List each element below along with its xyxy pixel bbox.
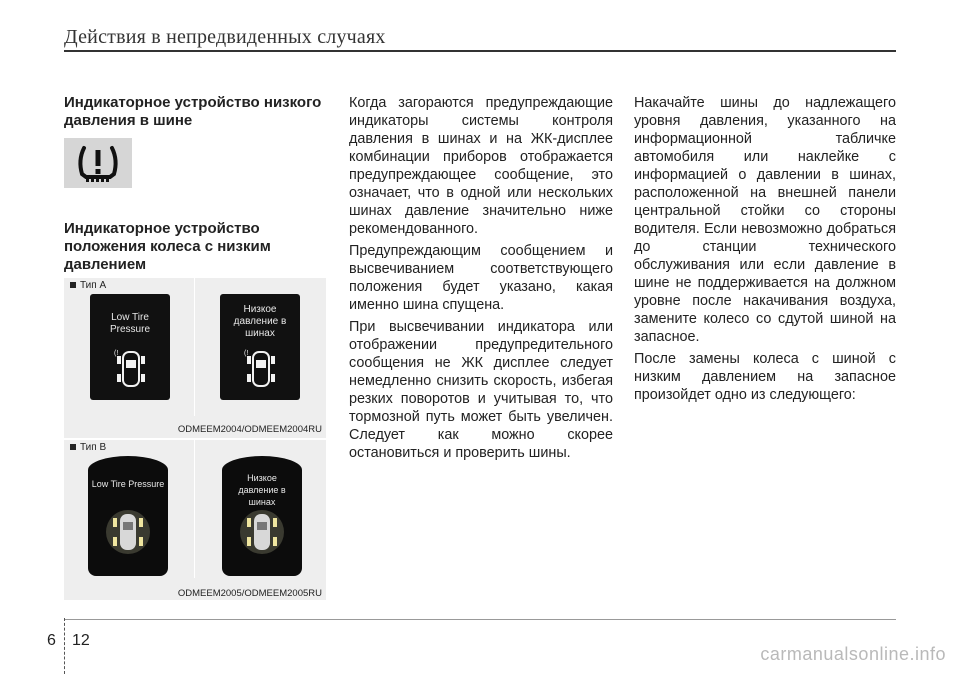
screen-text: Low Tire Pressure — [109, 312, 150, 335]
screen-text: Низкое давление в шинах — [238, 473, 286, 507]
car-top-view-icon — [244, 348, 278, 390]
figure-type-a — [64, 278, 326, 438]
heading-low-pressure-indicator: Индикаторное устройство низкого давления в шине — [64, 94, 322, 129]
svg-text:(!: (! — [244, 350, 249, 357]
paragraph: После замены колеса с шиной с низким давлением на запасное произойдет одно из следующего: — [634, 351, 896, 403]
figure-b-label: Тип B — [70, 442, 106, 453]
car-top-view-icon — [238, 504, 286, 560]
figure-type-b — [64, 440, 326, 600]
page-header-title: Действия в непредвиденных случаях — [64, 26, 386, 48]
paragraph: Накачайте шины до надлежащего уровня давления, указанного на информационной табличке автомобиля или наклейке с информацией о давлении в шинах, расположенной на внешней панели центральной стойки со стороны водителя. Если невозможно добраться до станции технического обслуживания или если давление в шине не поддерживается на должном уровне после накачивания воздуха, замените колесо со сдутой шиной на запасное. — [634, 95, 896, 345]
text-column-middle — [349, 94, 613, 466]
display-screen-low-tire-ru — [222, 456, 302, 576]
footer-rule — [64, 619, 896, 620]
figure-a-code: ODMEEM2004/ODMEEM2004RU — [177, 424, 322, 435]
screen-text: Low Tire Pressure — [91, 479, 165, 489]
header-rule — [64, 50, 896, 52]
paragraph: Когда загораются предупреждающие индикаторы системы контроля давления в шинах и на ЖК-дисплее комбинации приборов отображается предупреждающее сообщение, это означает, что в одной или нескольких шинах давление значительно ниже рекомендованного. — [349, 95, 613, 237]
svg-text:(!: (! — [114, 350, 119, 357]
paragraph: Предупреждающим сообщением и высвечиванием соответствующего положения будет указано, какая именно шина спущена. — [349, 243, 613, 313]
section-number: 6 — [47, 632, 56, 649]
car-top-view-icon — [104, 504, 152, 560]
page-number: 12 — [72, 632, 90, 649]
figure-a-label: Тип A — [70, 280, 106, 291]
watermark: carmanualsonline.info — [760, 644, 946, 664]
display-screen-low-tire-ru — [220, 294, 300, 400]
display-screen-low-tire-en — [90, 294, 170, 400]
footer-divider — [64, 618, 66, 674]
screen-text: Низкое давление в шинах — [233, 304, 287, 339]
car-top-view-icon — [114, 348, 148, 390]
figure-b-code: ODMEEM2005/ODMEEM2005RU — [177, 588, 322, 599]
tire-pressure-warning-icon — [64, 138, 132, 188]
text-column-right — [634, 94, 896, 408]
display-screen-low-tire-en — [88, 456, 168, 576]
heading-wheel-position-indicator: Индикаторное устройство положения колеса с низким давлением — [64, 220, 271, 273]
paragraph: При высвечивании индикатора или отображении предупредительного сообщения не ЖК дисплее следует немедленно снизить скорость, избегая резких поворотов и учитывая то, что тормозной путь может быть увеличен. Следует как можно скорее остановиться и проверить шины. — [349, 319, 613, 461]
